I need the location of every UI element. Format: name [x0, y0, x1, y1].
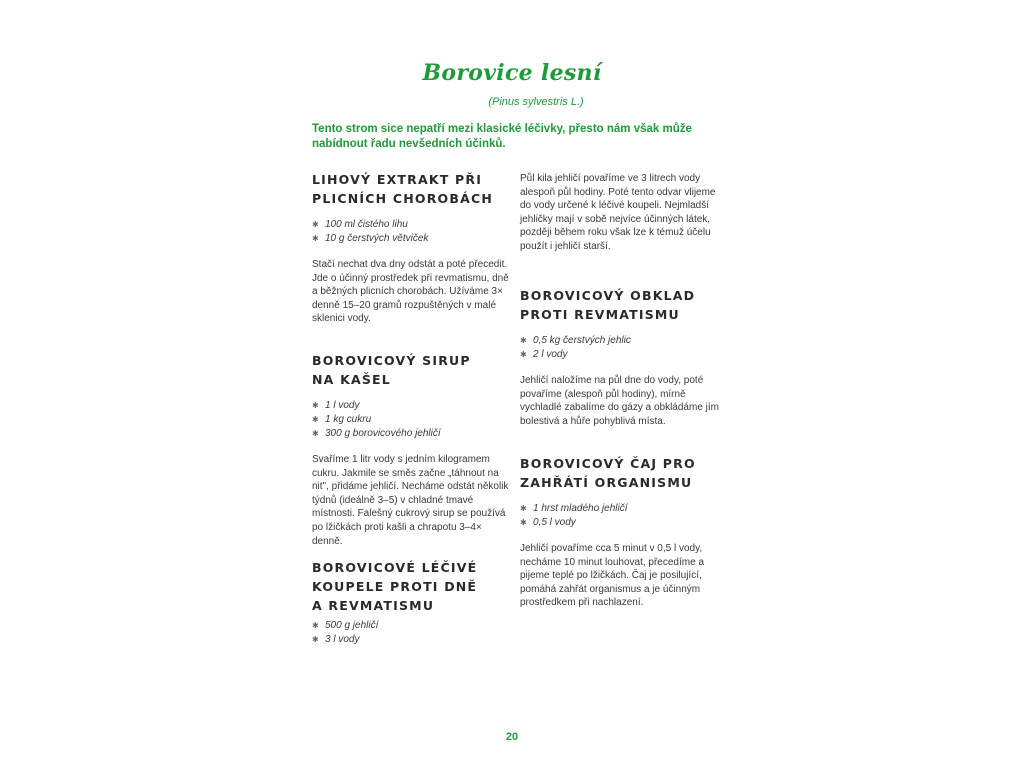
ingredient-list: [312, 218, 512, 246]
ingredient-item: ✱ 500 g jehličí: [312, 619, 512, 633]
ingredient-item: ✱ 0,5 l vody: [520, 516, 725, 530]
ingredient-item: ✱ 10 g čerstvých větviček: [312, 232, 512, 246]
heading-line: BOROVICOVÝ ČAJ PRO: [520, 456, 696, 471]
recipe-bath: [312, 558, 512, 647]
recipe-compress: [520, 286, 725, 428]
ingredient-list: [312, 399, 512, 441]
heading-line: KOUPELE PROTI DNĚ: [312, 579, 478, 594]
ingredient-item: ✱ 300 g borovicového jehličí: [312, 427, 512, 441]
recipe-heading: [520, 286, 725, 324]
latin-name: (Pinus sylvestris L.): [488, 96, 584, 108]
heading-line: LIHOVÝ EXTRAKT PŘI: [312, 172, 483, 187]
ingredient-item: ✱ 100 ml čistého lihu: [312, 218, 512, 232]
recipe-text: Jehličí naložíme na půl dne do vody, poté povaříme (alespoň půl hodiny), mírně vychladlé zabalíme do gázy a obkládáme jím bolestivá a hůře pohyblivá místa.: [520, 375, 719, 427]
heading-line: PROTI REVMATISMU: [520, 307, 680, 322]
recipe-bath-continued: [520, 172, 725, 254]
recipe-text: Stačí nechat dva dny odstát a poté přecedit. Jde o účinný prostředek při revmatismu, dně a běžných plicních chorobách. Užíváme 3× denně 15–20 gramů rozpuštěných v malé sklenici vody.: [312, 259, 509, 325]
recipe-heading: [312, 558, 512, 615]
recipe-heading: [312, 351, 512, 389]
ingredient-item: ✱ 0,5 kg čerstvých jehlic: [520, 334, 725, 348]
ingredient-item: ✱ 1 l vody: [312, 399, 512, 413]
recipe-text: Půl kila jehličí povaříme ve 3 litrech vody alespoň půl hodiny. Poté tento odvar vlijeme do vody určené k léčivé koupeli. Nejmladší jehličky mají v sobě nejvíce účinných látek, později během roku však lze k témuž účelu použít i jehličí starší.: [520, 173, 716, 252]
heading-line: ZAHŘÁTÍ ORGANISMU: [520, 475, 693, 490]
recipe-heading: [312, 170, 512, 208]
recipe-tea: [520, 454, 725, 610]
ingredient-item: ✱ 1 hrst mladého jehličí: [520, 502, 725, 516]
page-number: 20: [505, 731, 519, 743]
heading-line: A REVMATISMU: [312, 598, 435, 613]
ingredient-item: ✱ 1 kg cukru: [312, 413, 512, 427]
heading-line: BOROVICOVÝ OBKLAD: [520, 288, 696, 303]
ingredient-list: [520, 334, 725, 362]
heading-line: BOROVICOVÉ LÉČIVÉ: [312, 560, 478, 575]
heading-line: BOROVICOVÝ SIRUP: [312, 353, 471, 368]
heading-line: PLICNÍCH CHOROBÁCH: [312, 191, 493, 206]
intro-text: Tento strom sice nepatří mezi klasické léčivky, přesto nám však může nabídnout řadu nevšedních účinků.: [312, 123, 692, 150]
recipe-sirup: [312, 351, 512, 548]
recipe-extract: [312, 170, 512, 326]
recipe-heading: [520, 454, 725, 492]
recipe-text: Svaříme 1 litr vody s jedním kilogramem cukru. Jakmile se směs začne „táhnout na nit", přidáme jehličí. Necháme odstát několik týdnů (ideálně 3–5) v chladné tmavé místnosti. Falešný cukrový sirup se používá po lžičkách proti kašli a chrapotu 3–4× denně.: [312, 454, 509, 547]
recipe-text: Jehličí povaříme cca 5 minut v 0,5 l vody, necháme 10 minut louhovat, přecedíme a pijeme teplé po lžičkách. Čaj je posilující, pomáhá zahřát organismus a je účinným prostředkem při nachlazení.: [520, 543, 704, 609]
ingredient-item: ✱ 2 l vody: [520, 348, 725, 362]
ingredient-item: ✱ 3 l vody: [312, 633, 512, 647]
page-title: Borovice lesní: [422, 60, 602, 86]
ingredient-list: [312, 619, 512, 647]
heading-line: NA KAŠEL: [312, 372, 391, 387]
ingredient-list: [520, 502, 725, 530]
